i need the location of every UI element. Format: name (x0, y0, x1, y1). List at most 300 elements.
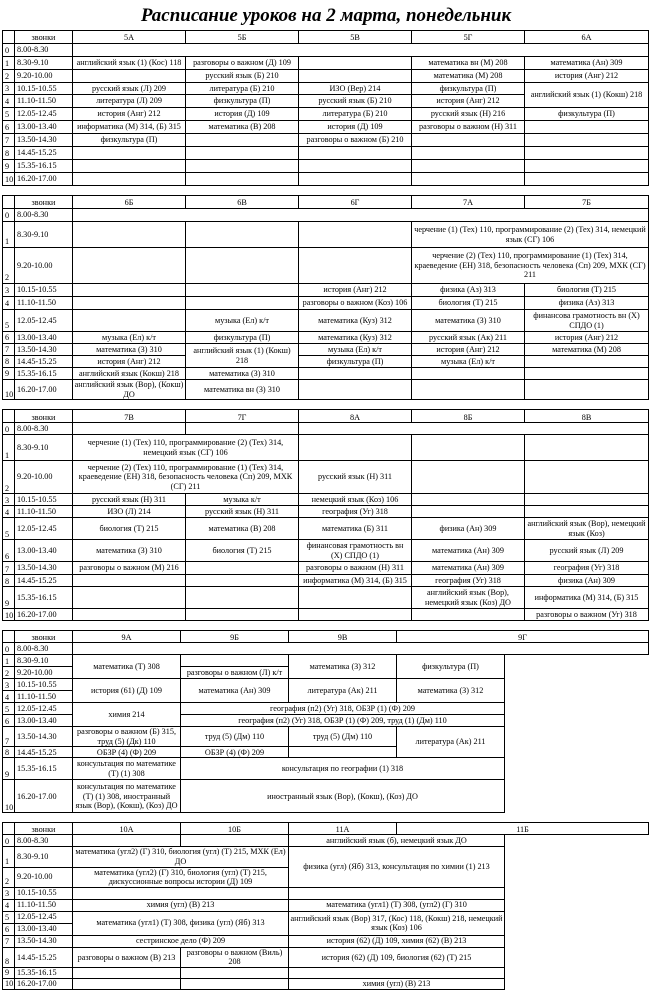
period-row (3, 703, 649, 715)
period-row (3, 911, 649, 923)
lesson-cell: музыка (Ел) к/т (412, 356, 525, 368)
calls-header: звонки (15, 631, 73, 643)
period-row (3, 575, 649, 587)
lesson-cell (181, 967, 289, 978)
period-number: 0 (3, 835, 15, 847)
lesson-cell (73, 643, 649, 655)
lesson-cell: литература (Ак) 211 (289, 679, 397, 703)
period-number: 4 (3, 95, 15, 108)
lesson-cell: иностранный язык (Вор), (Кокш), (Коз) ДО (181, 780, 505, 813)
class-header: 5В (299, 31, 412, 44)
period-row (3, 70, 649, 83)
period-number: 8 (3, 747, 15, 758)
lesson-cell (186, 562, 299, 575)
lesson-cell (299, 222, 412, 248)
lesson-cell (299, 435, 412, 461)
lesson-cell (181, 655, 289, 667)
lesson-cell: разговоры о важном (Уг) 318 (525, 609, 649, 621)
lesson-cell: литература (Б) 210 (299, 108, 412, 121)
header-row (3, 823, 649, 835)
period-number: 5 (3, 108, 15, 121)
class-header: 5А (73, 31, 186, 44)
lesson-cell: русский язык (Б) 210 (299, 95, 412, 108)
period-row (3, 222, 649, 248)
lesson-cell (186, 587, 299, 609)
period-time: 13.00-13.40 (15, 121, 73, 134)
period-row (3, 935, 649, 947)
lesson-cell: математика (Ан) 309 (181, 679, 289, 703)
lesson-cell: разговоры о важном (Д) 109 (186, 57, 299, 70)
lesson-cell: английский язык (б), немецкий язык ДО (289, 835, 505, 847)
period-number: 9 (3, 587, 15, 609)
lesson-cell (186, 160, 299, 173)
period-row (3, 57, 649, 70)
lesson-cell (299, 173, 412, 186)
lesson-cell: русский язык (Б) 210 (186, 70, 299, 83)
period-number: 8 (3, 947, 15, 967)
lesson-cell: консультация по математике (Т) (1) 308, иностранный язык (Вор), (Кокш), (Коз) ДО (73, 780, 181, 813)
period-row (3, 356, 649, 368)
lesson-cell (412, 494, 525, 506)
lesson-cell: ИЗО (Л) 214 (73, 506, 186, 518)
period-row (3, 609, 649, 621)
lesson-cell (186, 609, 299, 621)
class-header: 5Б (186, 31, 299, 44)
lesson-cell: физкультура (П) (186, 332, 299, 344)
period-time: 16.20-17.00 (15, 609, 73, 621)
lesson-cell: информатика (М) 314, (Б) 315 (299, 575, 412, 587)
lesson-cell (412, 609, 525, 621)
schedule-tables (0, 30, 652, 990)
period-number: 4 (3, 297, 15, 310)
period-number: 1 (3, 847, 15, 867)
lesson-cell: история (61) (Д) 109 (73, 679, 181, 703)
period-time: 15.35-16.15 (15, 758, 73, 780)
period-time: 10.15-10.55 (15, 494, 73, 506)
lesson-cell: математика (Б) 311 (299, 518, 412, 540)
lesson-cell: труд (5) (Дм) 110 (289, 727, 397, 747)
calls-header: звонки (15, 31, 73, 44)
lesson-cell (186, 284, 299, 297)
lesson-cell: музыка к/т (186, 494, 299, 506)
period-time: 10.15-10.55 (15, 284, 73, 297)
lesson-cell: информатика (М) 314, (Б) 315 (525, 587, 649, 609)
lesson-cell: география (п2) (Уг) 318, ОБЗР (1) (Ф) 209, труд (1) (Дм) 110 (181, 715, 505, 727)
lesson-cell (186, 134, 299, 147)
class-header: 7А (412, 196, 525, 209)
period-row (3, 679, 649, 691)
lesson-cell: география (п2) (Уг) 318, ОБЗР (1) (Ф) 209 (181, 703, 505, 715)
period-number: 9 (3, 758, 15, 780)
period-number: 5 (3, 703, 15, 715)
lesson-cell: математика (Ан) 309 (525, 57, 649, 70)
lesson-cell (73, 284, 186, 297)
lesson-cell: финансова грамотность вн (Х) СПДО (1) (525, 310, 649, 332)
lesson-cell (299, 368, 412, 380)
lesson-cell: английский язык (1) (Кокш) 218 (525, 83, 649, 108)
class-header: 7Б (525, 196, 649, 209)
period-number: 10 (3, 780, 15, 813)
period-row (3, 947, 649, 967)
period-number: 2 (3, 461, 15, 494)
period-time: 9.20-10.00 (15, 461, 73, 494)
lesson-cell: математика (Ан) 309 (412, 540, 525, 562)
class-header: 9Г (397, 631, 649, 643)
lesson-cell: музыка (Ел) к/т (73, 332, 186, 344)
period-time: 8.30-9.10 (15, 222, 73, 248)
period-time: 8.30-9.10 (15, 655, 73, 667)
period-time: 15.35-16.15 (15, 368, 73, 380)
lesson-cell: разговоры о важном (В) 213 (73, 947, 181, 967)
lesson-cell (73, 978, 181, 989)
period-row (3, 423, 649, 435)
period-number: 2 (3, 667, 15, 679)
class-header: 6Б (73, 196, 186, 209)
period-time: 13.50-14.30 (15, 935, 73, 947)
class-header: 5Г (412, 31, 525, 44)
lesson-cell: немецкий язык (Коз) 106 (299, 494, 412, 506)
calls-header: звонки (15, 823, 73, 835)
period-time: 14.45-15.25 (15, 747, 73, 758)
period-number: 2 (3, 867, 15, 887)
lesson-cell: история (Д) 109 (186, 108, 299, 121)
period-row (3, 121, 649, 134)
block-gap (0, 813, 652, 822)
lesson-cell: география (Уг) 318 (299, 506, 412, 518)
period-row (3, 209, 649, 222)
lesson-cell: литература (Ак) 211 (397, 727, 505, 758)
period-time: 16.20-17.00 (15, 380, 73, 400)
lesson-cell: физкультура (П) (397, 655, 505, 679)
period-row (3, 899, 649, 911)
lesson-cell: черчение (1) (Тех) 110, программирование (2) (Тех) 314, немецкий язык (СГ) 106 (73, 435, 299, 461)
lesson-cell: математика вн (М) 208 (412, 57, 525, 70)
lesson-cell (73, 209, 649, 222)
lesson-cell (73, 609, 186, 621)
lesson-cell: математика (В) 208 (186, 121, 299, 134)
period-number: 9 (3, 967, 15, 978)
lesson-cell (525, 134, 649, 147)
lesson-cell (299, 57, 412, 70)
period-number: 0 (3, 209, 15, 222)
lesson-cell (73, 173, 186, 186)
lesson-cell: ИЗО (Вер) 214 (299, 83, 412, 95)
period-row (3, 108, 649, 121)
period-number: 10 (3, 978, 15, 989)
period-time: 14.45-15.25 (15, 947, 73, 967)
period-number: 9 (3, 160, 15, 173)
header-corner (3, 196, 15, 209)
period-time: 8.00-8.30 (15, 643, 73, 655)
lesson-cell (186, 173, 299, 186)
lesson-cell (73, 44, 649, 57)
lesson-cell: консультация по математике (Т) (1) 308 (73, 758, 181, 780)
lesson-cell: математика (В) 208 (186, 518, 299, 540)
lesson-cell: разговоры о важном (М) 216 (73, 562, 186, 575)
lesson-cell (299, 587, 412, 609)
lesson-cell (412, 461, 525, 494)
period-time: 16.20-17.00 (15, 780, 73, 813)
lesson-cell: русский язык (Н) 311 (299, 461, 412, 494)
lesson-cell: русский язык (Н) 311 (73, 494, 186, 506)
lesson-cell: математика (З) 310 (73, 344, 186, 356)
lesson-cell: история (Анг) 212 (73, 356, 186, 368)
period-time: 14.45-15.25 (15, 575, 73, 587)
period-number: 7 (3, 562, 15, 575)
period-time: 15.35-16.15 (15, 967, 73, 978)
period-time: 9.20-10.00 (15, 867, 73, 887)
lesson-cell (73, 248, 186, 284)
period-number: 6 (3, 923, 15, 935)
class-header: 6Г (299, 196, 412, 209)
period-number: 10 (3, 609, 15, 621)
lesson-cell: физика (угл) (Яб) 313, консультация по химии (1) 213 (289, 847, 505, 887)
lesson-cell: английский язык (Вор), немецкий язык (Коз) ДО (412, 587, 525, 609)
period-number: 5 (3, 310, 15, 332)
class-header: 9В (289, 631, 397, 643)
period-time: 8.00-8.30 (15, 209, 73, 222)
lesson-cell: английский язык (Вор), (Кокш) ДО (73, 380, 186, 400)
period-number: 6 (3, 540, 15, 562)
lesson-cell (525, 380, 649, 400)
lesson-cell: консультация по географии (1) 318 (181, 758, 505, 780)
lesson-cell: история (62) (Д) 109, биология (62) (Т) 215 (289, 947, 505, 967)
lesson-cell (186, 147, 299, 160)
lesson-cell: разговоры о важном (Б) 315, труд (5) (Дк) 110 (73, 727, 181, 747)
page-title: Расписание уроков на 2 марта, понедельник (140, 5, 512, 26)
lesson-cell (299, 70, 412, 83)
lesson-cell (525, 160, 649, 173)
period-time: 8.30-9.10 (15, 847, 73, 867)
lesson-cell: русский язык (Л) 209 (73, 83, 186, 95)
lesson-cell (412, 160, 525, 173)
period-row (3, 134, 649, 147)
lesson-cell (525, 121, 649, 134)
period-number: 8 (3, 575, 15, 587)
lesson-cell (186, 297, 299, 310)
schedule-block (2, 409, 649, 621)
period-row (3, 310, 649, 332)
lesson-cell: английский язык (Кокш) 218 (73, 368, 186, 380)
lesson-cell: физика (Ан) 309 (412, 518, 525, 540)
period-number: 0 (3, 423, 15, 435)
period-row (3, 978, 649, 989)
class-header: 10А (73, 823, 181, 835)
period-number: 8 (3, 147, 15, 160)
class-header: 7Г (186, 410, 299, 423)
lesson-cell (525, 147, 649, 160)
lesson-cell (299, 609, 412, 621)
lesson-cell: русский язык (Л) 209 (525, 540, 649, 562)
block-gap (0, 621, 652, 630)
lesson-cell (412, 147, 525, 160)
schedule-block (2, 630, 649, 813)
lesson-cell: история (62) (Д) 109, химия (62) (В) 213 (289, 935, 505, 947)
period-row (3, 494, 649, 506)
block-gap (0, 186, 652, 195)
lesson-cell (73, 160, 186, 173)
period-row (3, 655, 649, 667)
period-row (3, 332, 649, 344)
lesson-cell (525, 506, 649, 518)
lesson-cell (412, 506, 525, 518)
header-row (3, 31, 649, 44)
calls-header: звонки (15, 410, 73, 423)
period-time: 9.20-10.00 (15, 248, 73, 284)
period-row (3, 344, 649, 356)
class-header: 8А (299, 410, 412, 423)
lesson-cell: история (Д) 109 (299, 121, 412, 134)
lesson-cell (73, 70, 186, 83)
period-number: 1 (3, 222, 15, 248)
lesson-cell: физика (Ан) 309 (525, 575, 649, 587)
period-number: 1 (3, 57, 15, 70)
period-row (3, 44, 649, 57)
period-row (3, 368, 649, 380)
lesson-cell: черчение (2) (Тех) 110, программирование (1) (Тех) 314, краеведение (ЕН) 318, безопасность человека (Сп) 209, МХК (СГ) 211 (412, 248, 649, 284)
lesson-cell: математика (Ан) 309 (412, 562, 525, 575)
schedule-block (2, 822, 649, 990)
period-number: 5 (3, 911, 15, 923)
period-number: 6 (3, 121, 15, 134)
lesson-cell: история (Анг) 212 (412, 344, 525, 356)
lesson-cell: биология (Т) 215 (525, 284, 649, 297)
period-number: 2 (3, 248, 15, 284)
lesson-cell (73, 310, 186, 332)
period-row (3, 727, 649, 747)
block-gap (0, 400, 652, 409)
lesson-cell: разговоры о важном (Л) к/т (181, 667, 289, 679)
period-time: 9.20-10.00 (15, 70, 73, 83)
lesson-cell: английский язык (1) (Кос) 118 (73, 57, 186, 70)
lesson-cell (289, 887, 505, 899)
period-number: 7 (3, 344, 15, 356)
lesson-cell (73, 297, 186, 310)
period-time: 16.20-17.00 (15, 173, 73, 186)
lesson-cell: информатика (М) 314, (Б) 315 (73, 121, 186, 134)
period-number: 5 (3, 518, 15, 540)
lesson-cell (299, 160, 412, 173)
lesson-cell: физкультура (П) (73, 134, 186, 147)
lesson-cell: русский язык (Н) 311 (186, 506, 299, 518)
lesson-cell (289, 747, 397, 758)
lesson-cell: история (Анг) 212 (525, 70, 649, 83)
lesson-cell: математика (угл1) (Т) 308, (угл2) (Г) 310 (289, 899, 505, 911)
period-row (3, 248, 649, 284)
period-row (3, 83, 649, 95)
lesson-cell (186, 575, 299, 587)
lesson-cell: математика (З) 312 (397, 679, 505, 703)
period-row (3, 562, 649, 575)
period-number: 2 (3, 70, 15, 83)
period-time: 15.35-16.15 (15, 160, 73, 173)
period-number: 0 (3, 44, 15, 57)
lesson-cell (525, 173, 649, 186)
period-time: 11.10-11.50 (15, 691, 73, 703)
period-time: 8.30-9.10 (15, 435, 73, 461)
lesson-cell (73, 967, 181, 978)
period-row (3, 518, 649, 540)
period-time: 12.05-12.45 (15, 518, 73, 540)
lesson-cell: история (Анг) 212 (73, 108, 186, 121)
lesson-cell: музыка (Ел) к/т (299, 344, 412, 356)
period-time: 13.00-13.40 (15, 923, 73, 935)
lesson-cell: литература (Л) 209 (73, 95, 186, 108)
period-number: 1 (3, 655, 15, 667)
lesson-cell (525, 356, 649, 368)
lesson-cell: история (Анг) 212 (299, 284, 412, 297)
lesson-cell: география (Уг) 318 (412, 575, 525, 587)
lesson-cell (412, 173, 525, 186)
lesson-cell: физкультура (П) (412, 83, 525, 95)
lesson-cell (299, 380, 412, 400)
period-time: 11.10-11.50 (15, 506, 73, 518)
period-row (3, 887, 649, 899)
lesson-cell (525, 368, 649, 380)
lesson-cell: география (Уг) 318 (525, 562, 649, 575)
class-header: 10Б (181, 823, 289, 835)
period-row (3, 160, 649, 173)
lesson-cell: математика (М) 208 (412, 70, 525, 83)
lesson-cell: разговоры о важном (Б) 210 (299, 134, 412, 147)
lesson-cell: биология (Т) 215 (412, 297, 525, 310)
period-time: 9.20-10.00 (15, 667, 73, 679)
lesson-cell: английский язык (1) (Кокш) 218 (186, 344, 299, 368)
lesson-cell: математика (З) 312 (289, 655, 397, 679)
lesson-cell: сестринское дело (Ф) 209 (73, 935, 289, 947)
lesson-cell (525, 494, 649, 506)
lesson-cell (289, 967, 505, 978)
period-row (3, 967, 649, 978)
calls-header: звонки (15, 196, 73, 209)
period-time: 16.20-17.00 (15, 978, 73, 989)
period-time: 15.35-16.15 (15, 587, 73, 609)
lesson-cell: математика (З) 310 (186, 368, 299, 380)
period-number: 1 (3, 435, 15, 461)
period-row (3, 435, 649, 461)
class-header: 7В (73, 410, 186, 423)
lesson-cell: математика (М) 208 (525, 344, 649, 356)
class-header: 9Б (181, 631, 289, 643)
lesson-cell (525, 461, 649, 494)
period-time: 13.00-13.40 (15, 332, 73, 344)
period-row (3, 747, 649, 758)
lesson-cell: ОБЗР (4) (Ф) 209 (181, 747, 289, 758)
period-number: 4 (3, 691, 15, 703)
lesson-cell: литература (Б) 210 (186, 83, 299, 95)
lesson-cell: химия 214 (73, 703, 181, 727)
lesson-cell (186, 423, 299, 435)
period-row (3, 173, 649, 186)
lesson-cell: математика (Куз) 312 (299, 310, 412, 332)
period-time: 11.10-11.50 (15, 297, 73, 310)
period-number: 3 (3, 83, 15, 95)
lesson-cell: физкультура (П) (299, 356, 412, 368)
lesson-cell (299, 423, 649, 435)
lesson-cell (412, 134, 525, 147)
period-row (3, 284, 649, 297)
period-time: 8.00-8.30 (15, 835, 73, 847)
period-number: 6 (3, 332, 15, 344)
period-time: 8.00-8.30 (15, 423, 73, 435)
period-number: 3 (3, 494, 15, 506)
lesson-cell: труд (5) (Дм) 110 (181, 727, 289, 747)
lesson-cell: математика вн (З) 310 (186, 380, 299, 400)
period-row (3, 506, 649, 518)
class-header: 8Б (412, 410, 525, 423)
schedule-block (2, 195, 649, 400)
period-row (3, 847, 649, 867)
